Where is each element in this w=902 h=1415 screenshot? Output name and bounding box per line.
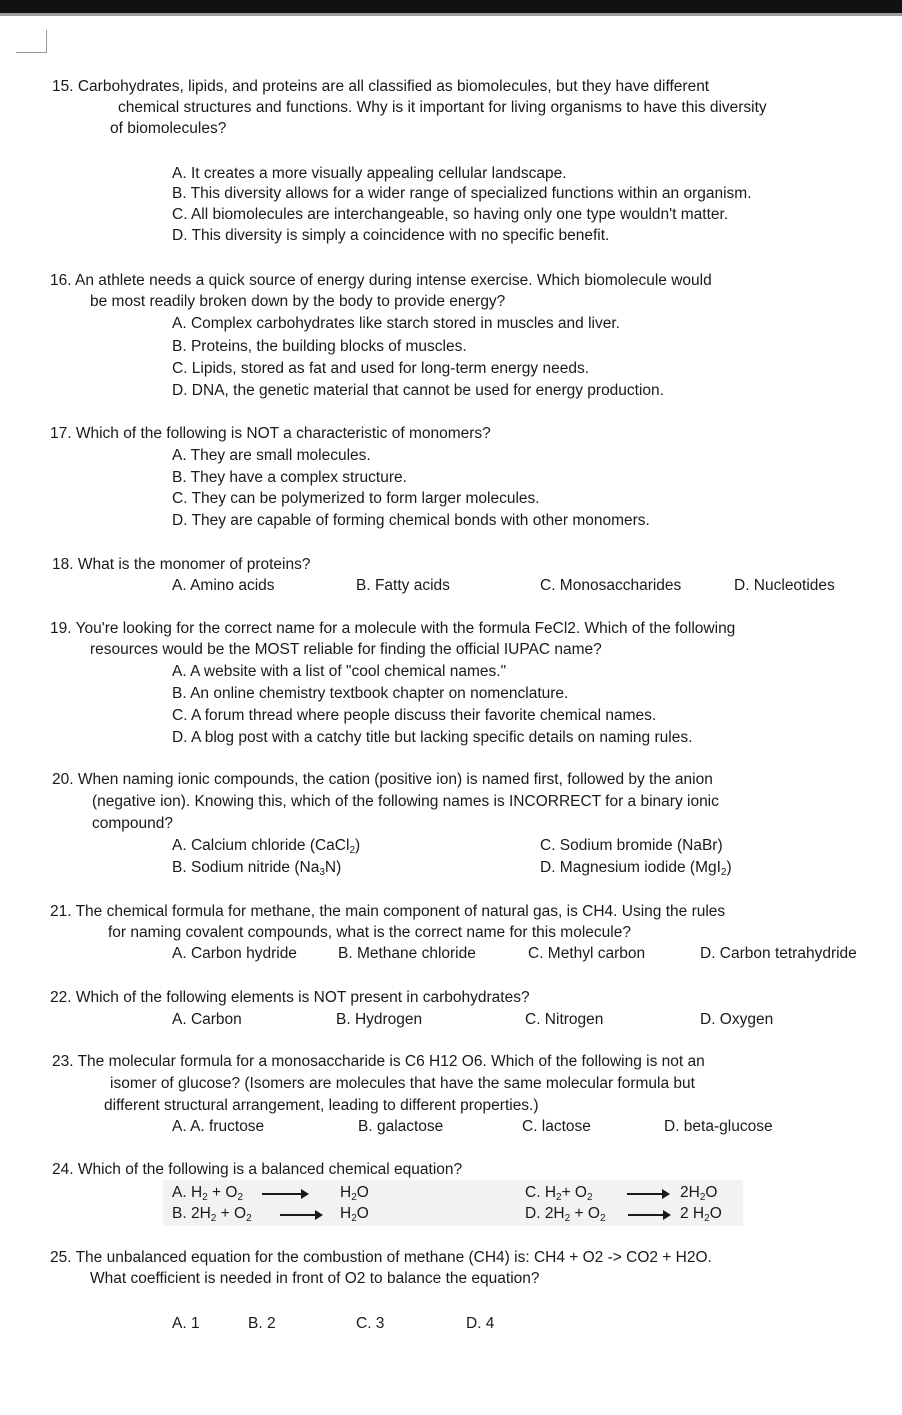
q17-option-b[interactable]: B. They have a complex structure.: [172, 469, 407, 486]
q24-option-a-r1-sub: 2: [202, 1192, 208, 1203]
q21-stem-line-2: for naming covalent compounds, what is the correct name for this molecule?: [108, 924, 631, 941]
q24-option-c-r2-sub: 2: [587, 1192, 593, 1203]
q15-option-b[interactable]: B. This diversity allows for a wider range of specialized functions within an organism.: [172, 185, 752, 202]
q15-option-c[interactable]: C. All biomolecules are interchangeable, so having only one type wouldn't matter.: [172, 206, 729, 223]
q23-stem-line-3: different structural arrangement, leading to different properties.): [104, 1097, 539, 1114]
q19-stem-line-2: resources would be the MOST reliable for finding the official IUPAC name?: [90, 641, 602, 658]
q20-option-b-subscript: 3: [319, 867, 325, 878]
q22-option-c[interactable]: C. Nitrogen: [525, 1011, 604, 1028]
q18-option-a[interactable]: A. Amino acids: [172, 577, 275, 594]
q20-stem-line-1: 20. When naming ionic compounds, the cation (positive ion) is named first, followed by the anion: [52, 771, 713, 788]
q20-stem-line-3: compound?: [92, 815, 174, 832]
q24-option-d-r1: 2H: [544, 1205, 565, 1222]
q20-option-c[interactable]: [540, 838, 723, 854]
q20-option-d[interactable]: [540, 860, 732, 876]
q21-option-d[interactable]: D. Carbon tetrahydride: [700, 945, 857, 962]
q20-option-b[interactable]: [172, 860, 341, 876]
q18-option-d[interactable]: D. Nucleotides: [734, 577, 835, 594]
q16-stem-line-1: 16. An athlete needs a quick source of energy during intense exercise. Which biomolecule would: [50, 272, 712, 289]
q17-stem: 17. Which of the following is NOT a characteristic of monomers?: [50, 425, 491, 442]
q24-option-c-r1: H: [544, 1184, 557, 1201]
q24-option-d-product-h: 2 H: [680, 1205, 705, 1222]
q15-option-a[interactable]: A. It creates a more visually appealing cellular landscape.: [172, 165, 567, 182]
q25-stem-line-1: 25. The unbalanced equation for the combustion of methane (CH4) is: CH4 + O2 -> CO2 + H2O.: [50, 1249, 712, 1266]
q25-option-c[interactable]: C. 3: [356, 1315, 385, 1332]
q24-option-b-product: [340, 1206, 369, 1222]
q16-option-a[interactable]: A. Complex carbohydrates like starch stored in muscles and liver.: [172, 315, 620, 332]
q23-option-a[interactable]: A. A. fructose: [172, 1118, 265, 1135]
q24-option-b-product-h: H: [340, 1205, 352, 1222]
q20-option-c-text: C. Sodium bromide (NaBr): [540, 837, 723, 854]
q15-stem-line-2: chemical structures and functions. Why is it important for living organisms to have this diversity: [118, 99, 767, 116]
q16-option-b[interactable]: B. Proteins, the building blocks of muscles.: [172, 338, 467, 355]
q20-option-a[interactable]: [172, 838, 360, 854]
q24-option-b-r2-sub: 2: [246, 1213, 252, 1224]
q25-option-a[interactable]: A. 1: [172, 1315, 200, 1332]
q15-option-d[interactable]: D. This diversity is simply a coincidence with no specific benefit.: [172, 227, 610, 244]
q24-option-a-arrow-icon: [262, 1193, 302, 1195]
q24-option-d-product: [680, 1206, 722, 1222]
q24-option-b-arrow-icon: [280, 1214, 316, 1216]
q20-option-d-subscript: 2: [720, 867, 727, 878]
q21-option-b[interactable]: B. Methane chloride: [338, 945, 476, 962]
q24-option-a-product-h: H: [340, 1184, 352, 1201]
q24-option-d-label: D.: [525, 1205, 541, 1222]
q24-option-d-reactants[interactable]: [525, 1206, 606, 1222]
q23-option-d[interactable]: D. beta-glucose: [664, 1118, 773, 1135]
q20-option-b-text: B. Sodium nitride (Na: [172, 859, 320, 876]
q24-option-d-plus: + O: [570, 1205, 600, 1222]
q24-option-d-arrow-icon: [628, 1214, 664, 1216]
q24-option-d-r1-sub: 2: [564, 1213, 571, 1224]
q20-option-d-close: ): [726, 859, 732, 876]
q22-option-d[interactable]: D. Oxygen: [700, 1011, 774, 1028]
q20-stem-line-2: (negative ion). Knowing this, which of the following names is INCORRECT for a binary ionic: [92, 793, 719, 810]
q20-option-b-close: N): [324, 859, 342, 876]
q20-option-d-text: D. Magnesium iodide (MgI: [540, 859, 721, 876]
q24-option-d-r2-sub: 2: [599, 1213, 606, 1224]
q25-option-b[interactable]: B. 2: [248, 1315, 276, 1332]
q17-option-d[interactable]: D. They are capable of forming chemical bonds with other monomers.: [172, 512, 650, 529]
q20-option-a-text: A. Calcium chloride (CaCl: [172, 837, 350, 854]
q24-option-b-label: B.: [172, 1205, 187, 1222]
q19-stem-line-1: 19. You're looking for the correct name for a molecule with the formula FeCl2. Which of the following: [50, 620, 736, 637]
q24-option-c-product-h: 2H: [680, 1184, 700, 1201]
q16-stem-line-2: be most readily broken down by the body to provide energy?: [90, 293, 506, 310]
q25-option-d[interactable]: D. 4: [466, 1315, 495, 1332]
q24-option-c-product-sub: 2: [699, 1192, 706, 1203]
q15-stem-line-3: of biomolecules?: [110, 120, 227, 137]
q24-option-c-arrow-icon: [627, 1193, 663, 1195]
q24-option-c-r1-sub: 2: [556, 1192, 562, 1203]
q24-option-a-reactants[interactable]: [172, 1185, 243, 1201]
q22-option-b[interactable]: B. Hydrogen: [336, 1011, 423, 1028]
q22-option-a[interactable]: A. Carbon: [172, 1011, 242, 1028]
q24-option-c-product: [680, 1185, 717, 1201]
q16-option-d[interactable]: D. DNA, the genetic material that cannot be used for energy production.: [172, 382, 664, 399]
q24-option-a-product-o: O: [356, 1184, 369, 1201]
q24-option-b-r1-sub: 2: [210, 1213, 217, 1224]
q25-stem-line-2: What coefficient is needed in front of O2 to balance the equation?: [90, 1270, 540, 1287]
q19-option-c[interactable]: C. A forum thread where people discuss their favorite chemical names.: [172, 707, 657, 724]
q24-option-b-reactants[interactable]: [172, 1206, 252, 1222]
q19-option-b[interactable]: B. An online chemistry textbook chapter on nomenclature.: [172, 685, 569, 702]
q23-option-c[interactable]: C. lactose: [522, 1118, 591, 1135]
q18-option-c[interactable]: C. Monosaccharides: [540, 577, 682, 594]
q24-option-c-reactants[interactable]: [525, 1185, 593, 1201]
q21-stem-line-1: 21. The chemical formula for methane, the main component of natural gas, is CH4. Using the rules: [50, 903, 726, 920]
top-divider: [0, 13, 902, 16]
q24-option-a-r2-sub: 2: [237, 1192, 244, 1203]
q24-option-b-product-o: O: [356, 1205, 369, 1222]
q24-option-a-plus: + O: [207, 1184, 238, 1201]
q18-stem: 18. What is the monomer of proteins?: [52, 556, 311, 573]
q24-option-a-product: [340, 1185, 369, 1201]
q24-option-c-product-o: O: [705, 1184, 718, 1201]
q15-stem-line-1: 15. Carbohydrates, lipids, and proteins are all classified as biomolecules, but they have different: [52, 78, 710, 95]
q24-option-c-plus: + O: [561, 1184, 587, 1201]
q24-option-a-label: A.: [172, 1184, 187, 1201]
q24-option-a-product-sub: 2: [351, 1192, 357, 1203]
q18-option-b[interactable]: B. Fatty acids: [356, 577, 450, 594]
q21-option-a[interactable]: A. Carbon hydride: [172, 945, 297, 962]
q19-option-d[interactable]: D. A blog post with a catchy title but lacking specific details on naming rules.: [172, 729, 693, 746]
q23-stem-line-1: 23. The molecular formula for a monosaccharide is C6 H12 O6. Which of the following is not an: [52, 1053, 705, 1070]
q24-option-a-r1: H: [190, 1184, 203, 1201]
q24-option-d-product-sub: 2: [704, 1213, 710, 1224]
q19-option-a[interactable]: A. A website with a list of "cool chemical names.": [172, 663, 507, 680]
q24-option-b-plus: + O: [216, 1205, 247, 1222]
q20-option-a-close: ): [355, 837, 361, 854]
q24-stem: 24. Which of the following is a balanced chemical equation?: [52, 1161, 463, 1178]
q17-option-c[interactable]: C. They can be polymerized to form larger molecules.: [172, 490, 540, 507]
q22-stem: 22. Which of the following elements is NOT present in carbohydrates?: [50, 989, 530, 1006]
q24-option-c-label: C.: [525, 1184, 541, 1201]
q20-option-a-subscript: 2: [349, 845, 356, 856]
q21-option-c[interactable]: C. Methyl carbon: [528, 945, 646, 962]
top-bar: [0, 0, 902, 13]
q24-option-b-product-sub: 2: [351, 1213, 357, 1224]
q17-option-a[interactable]: A. They are small molecules.: [172, 447, 371, 464]
q23-option-b[interactable]: B. galactose: [358, 1118, 444, 1135]
q24-option-b-r1: 2H: [190, 1205, 211, 1222]
q23-stem-line-2: isomer of glucose? (Isomers are molecules that have the same molecular formula but: [110, 1075, 695, 1092]
q24-option-d-product-o: O: [709, 1205, 722, 1222]
q16-option-c[interactable]: C. Lipids, stored as fat and used for long-term energy needs.: [172, 360, 590, 377]
crop-corner-mark: [16, 30, 47, 53]
